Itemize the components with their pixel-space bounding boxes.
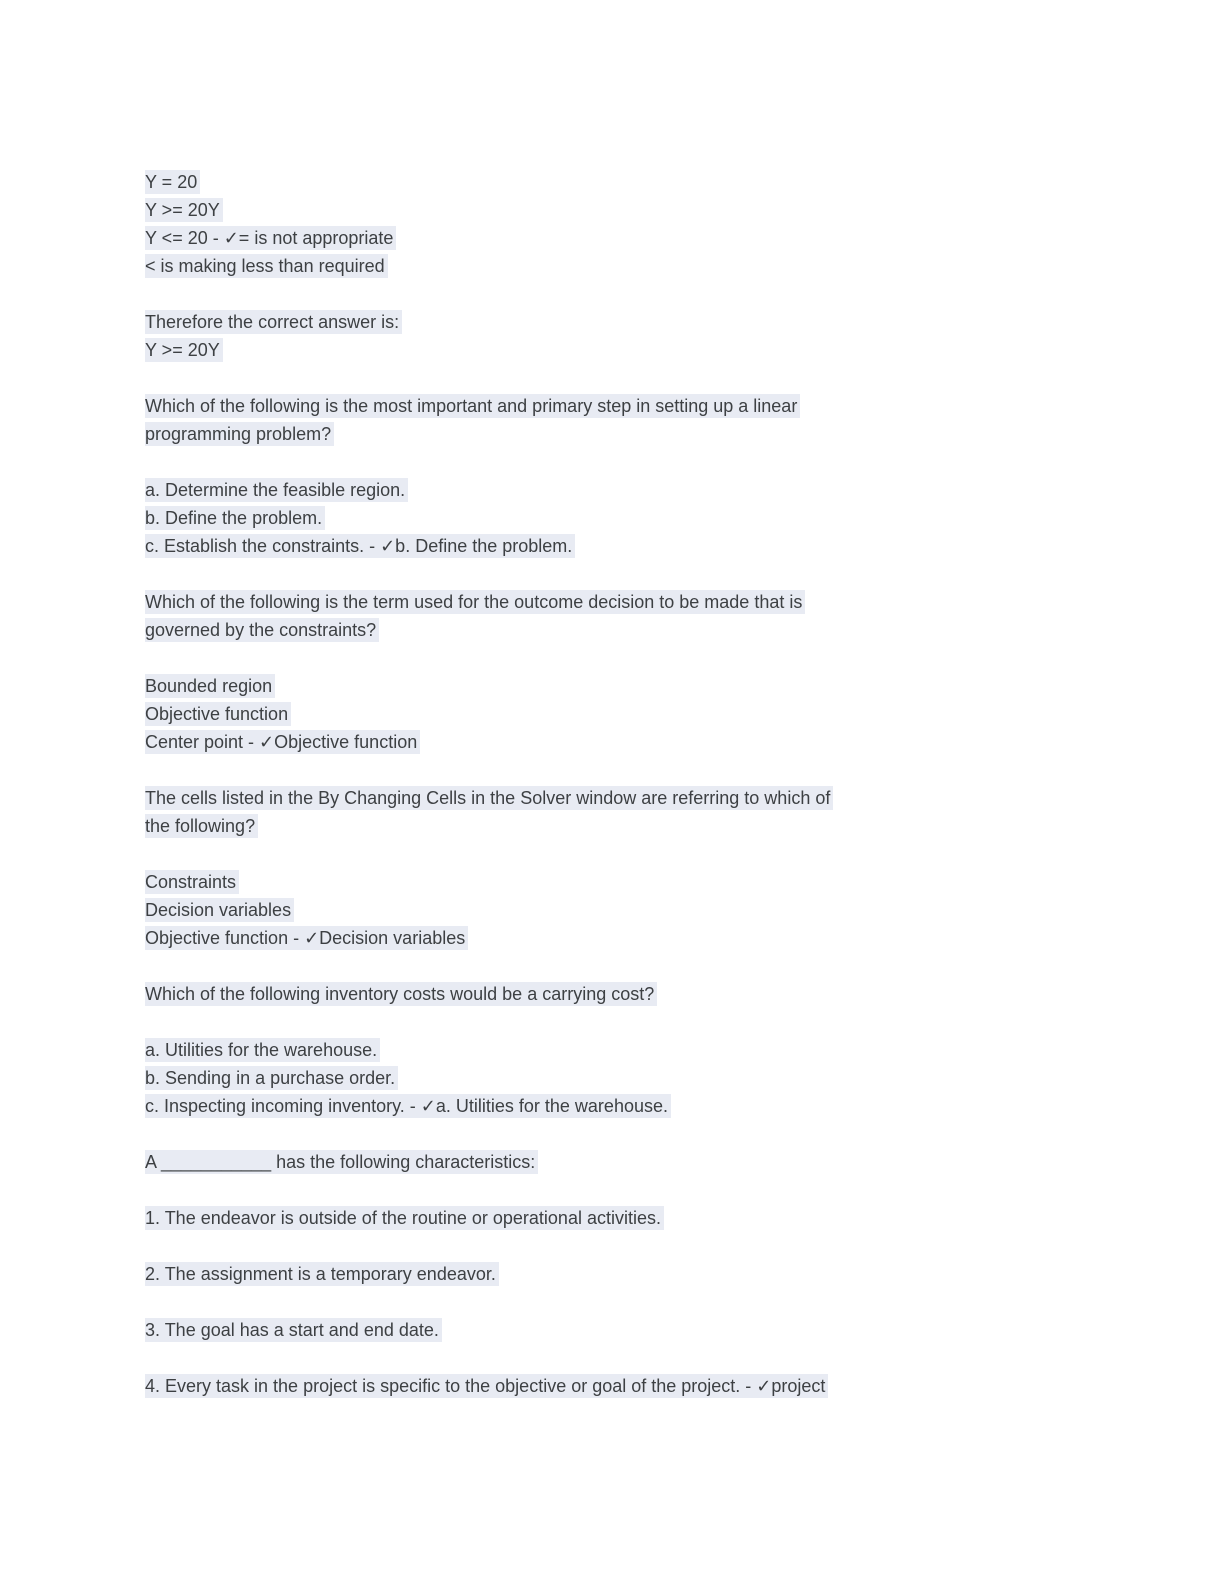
paragraph <box>145 1204 1124 1232</box>
paragraph <box>145 1316 1124 1344</box>
text-line <box>145 896 1124 924</box>
highlighted-text: Center point - ✓Objective function <box>145 730 420 754</box>
highlighted-text: 4. Every task in the project is specific to the objective or goal of the project. - ✓project <box>145 1374 828 1398</box>
paragraph <box>145 308 1124 364</box>
paragraph <box>145 980 1124 1008</box>
highlighted-text: Therefore the correct answer is: <box>145 310 402 334</box>
highlighted-text: Constraints <box>145 870 239 894</box>
highlighted-text: Which of the following is the most important and primary step in setting up a linear <box>145 394 800 418</box>
highlighted-text: 3. The goal has a start and end date. <box>145 1318 442 1342</box>
text-line <box>145 1064 1124 1092</box>
text-line <box>145 728 1124 756</box>
highlighted-text: b. Define the problem. <box>145 506 325 530</box>
text-line <box>145 504 1124 532</box>
text-line <box>145 700 1124 728</box>
paragraph <box>145 168 1124 280</box>
text-line <box>145 588 1124 616</box>
highlighted-text: Which of the following inventory costs would be a carrying cost? <box>145 982 657 1006</box>
highlighted-text: governed by the constraints? <box>145 618 379 642</box>
paragraph <box>145 1036 1124 1120</box>
text-line <box>145 392 1124 420</box>
text-line <box>145 476 1124 504</box>
highlighted-text: b. Sending in a purchase order. <box>145 1066 398 1090</box>
paragraph <box>145 476 1124 560</box>
text-line <box>145 336 1124 364</box>
text-line <box>145 224 1124 252</box>
text-line <box>145 168 1124 196</box>
highlighted-text: The cells listed in the By Changing Cells in the Solver window are referring to which of <box>145 786 833 810</box>
highlighted-text: the following? <box>145 814 258 838</box>
paragraph <box>145 672 1124 756</box>
highlighted-text: Bounded region <box>145 674 275 698</box>
highlighted-text: 1. The endeavor is outside of the routine or operational activities. <box>145 1206 664 1230</box>
paragraph <box>145 588 1124 644</box>
paragraph <box>145 1148 1124 1176</box>
highlighted-text: c. Establish the constraints. - ✓b. Define the problem. <box>145 534 575 558</box>
highlighted-text: Objective function <box>145 702 291 726</box>
highlighted-text: A ___________ has the following characteristics: <box>145 1150 538 1174</box>
text-line <box>145 616 1124 644</box>
highlighted-text: a. Determine the feasible region. <box>145 478 408 502</box>
highlighted-text: programming problem? <box>145 422 334 446</box>
text-line <box>145 1260 1124 1288</box>
text-line <box>145 308 1124 336</box>
text-line <box>145 784 1124 812</box>
text-line <box>145 924 1124 952</box>
text-line <box>145 532 1124 560</box>
paragraph <box>145 1372 1124 1400</box>
highlighted-text: Decision variables <box>145 898 294 922</box>
highlighted-text: Which of the following is the term used for the outcome decision to be made that is <box>145 590 805 614</box>
text-line <box>145 868 1124 896</box>
paragraph <box>145 1260 1124 1288</box>
highlighted-text: Y >= 20Y <box>145 198 223 222</box>
paragraph <box>145 784 1124 840</box>
highlighted-text: Y = 20 <box>145 170 200 194</box>
paragraph <box>145 868 1124 952</box>
text-line <box>145 1092 1124 1120</box>
text-line <box>145 1372 1124 1400</box>
highlighted-text: 2. The assignment is a temporary endeavor. <box>145 1262 499 1286</box>
highlighted-text: c. Inspecting incoming inventory. - ✓a. Utilities for the warehouse. <box>145 1094 671 1118</box>
highlighted-text: Y <= 20 - ✓= is not appropriate <box>145 226 396 250</box>
paragraph <box>145 392 1124 448</box>
text-line <box>145 1036 1124 1064</box>
text-line <box>145 812 1124 840</box>
text-line <box>145 672 1124 700</box>
highlighted-text: < is making less than required <box>145 254 388 278</box>
text-line <box>145 420 1124 448</box>
text-line <box>145 1316 1124 1344</box>
highlighted-text: a. Utilities for the warehouse. <box>145 1038 380 1062</box>
text-line <box>145 252 1124 280</box>
highlighted-text: Y >= 20Y <box>145 338 223 362</box>
highlighted-text: Objective function - ✓Decision variables <box>145 926 468 950</box>
text-line <box>145 1148 1124 1176</box>
text-line <box>145 196 1124 224</box>
text-line <box>145 1204 1124 1232</box>
document-content <box>145 168 1124 1400</box>
text-line <box>145 980 1124 1008</box>
